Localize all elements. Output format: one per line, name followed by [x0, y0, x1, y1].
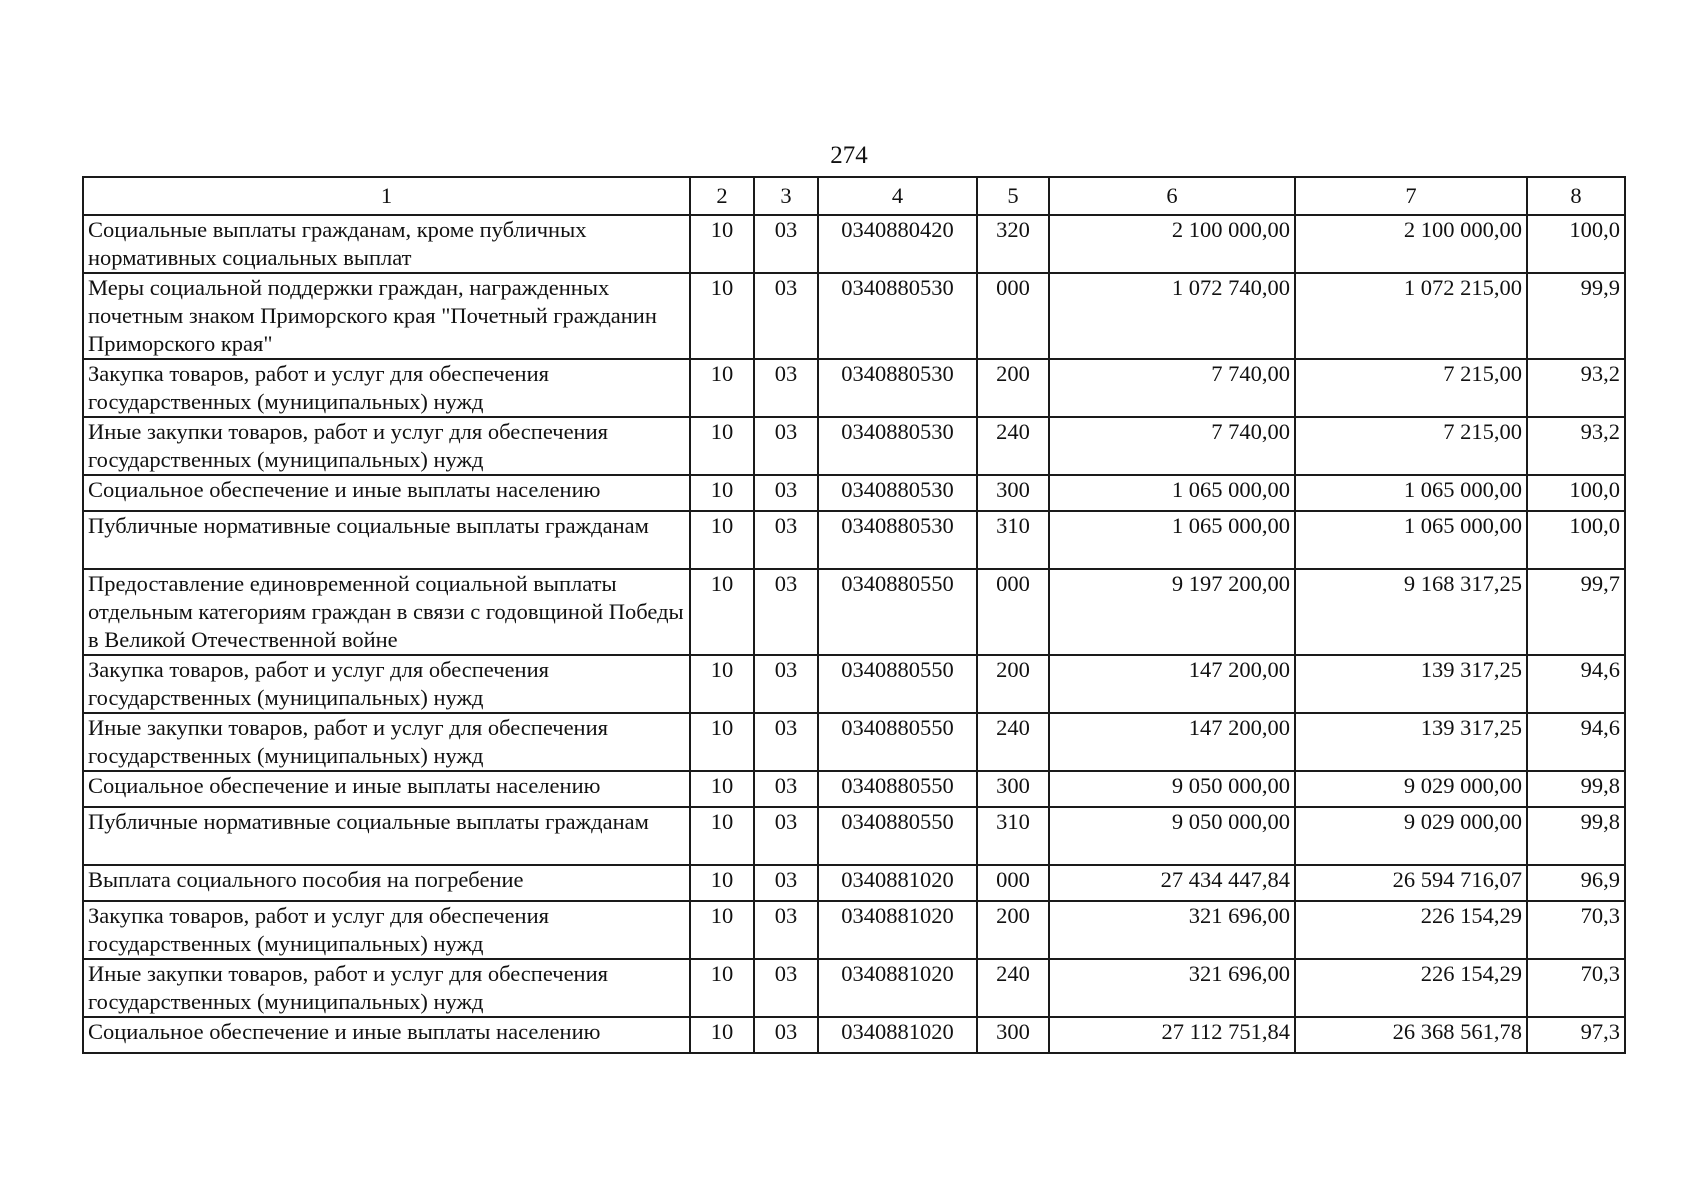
row-name-cell: Предоставление единовременной социальной выплаты отдельным категориям граждан в связи с годовщиной Победы в Великой Отечественной войне — [83, 569, 690, 655]
expense-type-cell: 240 — [977, 959, 1049, 1017]
section-code-cell: 10 — [690, 771, 754, 807]
budget-table — [82, 176, 1626, 1054]
table-row — [83, 1017, 1625, 1053]
table-body — [83, 215, 1625, 1053]
row-name-cell: Социальное обеспечение и иные выплаты населению — [83, 771, 690, 807]
executed-amount-cell: 1 065 000,00 — [1295, 511, 1527, 569]
percent-cell: 94,6 — [1527, 713, 1625, 771]
column-header: 2 — [690, 177, 754, 215]
percent-cell: 100,0 — [1527, 475, 1625, 511]
planned-amount-cell: 7 740,00 — [1049, 417, 1295, 475]
column-header: 7 — [1295, 177, 1527, 215]
expense-type-cell: 300 — [977, 1017, 1049, 1053]
subsection-code-cell: 03 — [754, 215, 818, 273]
subsection-code-cell: 03 — [754, 771, 818, 807]
subsection-code-cell: 03 — [754, 273, 818, 359]
expense-type-cell: 000 — [977, 569, 1049, 655]
column-header: 5 — [977, 177, 1049, 215]
target-article-cell: 0340881020 — [818, 901, 977, 959]
column-header: 8 — [1527, 177, 1625, 215]
section-code-cell: 10 — [690, 359, 754, 417]
page-number: 274 — [830, 142, 868, 169]
percent-cell: 100,0 — [1527, 511, 1625, 569]
subsection-code-cell: 03 — [754, 655, 818, 713]
section-code-cell: 10 — [690, 215, 754, 273]
expense-type-cell: 240 — [977, 417, 1049, 475]
section-code-cell: 10 — [690, 713, 754, 771]
executed-amount-cell: 26 368 561,78 — [1295, 1017, 1527, 1053]
expense-type-cell: 300 — [977, 771, 1049, 807]
column-header: 6 — [1049, 177, 1295, 215]
subsection-code-cell: 03 — [754, 901, 818, 959]
executed-amount-cell: 9 168 317,25 — [1295, 569, 1527, 655]
expense-type-cell: 300 — [977, 475, 1049, 511]
row-name-cell: Иные закупки товаров, работ и услуг для обеспечения государственных (муниципальных) нужд — [83, 417, 690, 475]
table-row — [83, 655, 1625, 713]
expense-type-cell: 320 — [977, 215, 1049, 273]
section-code-cell: 10 — [690, 417, 754, 475]
section-code-cell: 10 — [690, 511, 754, 569]
target-article-cell: 0340880550 — [818, 807, 977, 865]
planned-amount-cell: 147 200,00 — [1049, 655, 1295, 713]
column-number-row — [83, 177, 1625, 215]
percent-cell: 70,3 — [1527, 959, 1625, 1017]
row-name-cell: Социальные выплаты гражданам, кроме публичных нормативных социальных выплат — [83, 215, 690, 273]
expense-type-cell: 240 — [977, 713, 1049, 771]
planned-amount-cell: 1 065 000,00 — [1049, 475, 1295, 511]
percent-cell: 99,8 — [1527, 771, 1625, 807]
subsection-code-cell: 03 — [754, 1017, 818, 1053]
row-name-cell: Закупка товаров, работ и услуг для обеспечения государственных (муниципальных) нужд — [83, 655, 690, 713]
percent-cell: 70,3 — [1527, 901, 1625, 959]
table-row — [83, 713, 1625, 771]
section-code-cell: 10 — [690, 569, 754, 655]
expense-type-cell: 310 — [977, 807, 1049, 865]
row-name-cell: Меры социальной поддержки граждан, награжденных почетным знаком Приморского края "Почетный гражданин Приморского края" — [83, 273, 690, 359]
subsection-code-cell: 03 — [754, 865, 818, 901]
row-name-cell: Публичные нормативные социальные выплаты гражданам — [83, 807, 690, 865]
executed-amount-cell: 9 029 000,00 — [1295, 807, 1527, 865]
table-row — [83, 771, 1625, 807]
executed-amount-cell: 2 100 000,00 — [1295, 215, 1527, 273]
row-name-cell: Иные закупки товаров, работ и услуг для обеспечения государственных (муниципальных) нужд — [83, 713, 690, 771]
percent-cell: 100,0 — [1527, 215, 1625, 273]
target-article-cell: 0340881020 — [818, 1017, 977, 1053]
planned-amount-cell: 9 050 000,00 — [1049, 771, 1295, 807]
executed-amount-cell: 226 154,29 — [1295, 959, 1527, 1017]
executed-amount-cell: 226 154,29 — [1295, 901, 1527, 959]
table-row — [83, 569, 1625, 655]
target-article-cell: 0340880530 — [818, 273, 977, 359]
planned-amount-cell: 7 740,00 — [1049, 359, 1295, 417]
planned-amount-cell: 27 434 447,84 — [1049, 865, 1295, 901]
table-row — [83, 475, 1625, 511]
percent-cell: 99,7 — [1527, 569, 1625, 655]
expense-type-cell: 200 — [977, 655, 1049, 713]
planned-amount-cell: 1 072 740,00 — [1049, 273, 1295, 359]
target-article-cell: 0340881020 — [818, 959, 977, 1017]
target-article-cell: 0340880550 — [818, 655, 977, 713]
percent-cell: 93,2 — [1527, 417, 1625, 475]
section-code-cell: 10 — [690, 475, 754, 511]
section-code-cell: 10 — [690, 959, 754, 1017]
table-row — [83, 359, 1625, 417]
target-article-cell: 0340880550 — [818, 771, 977, 807]
executed-amount-cell: 139 317,25 — [1295, 655, 1527, 713]
planned-amount-cell: 1 065 000,00 — [1049, 511, 1295, 569]
planned-amount-cell: 147 200,00 — [1049, 713, 1295, 771]
row-name-cell: Иные закупки товаров, работ и услуг для обеспечения государственных (муниципальных) нужд — [83, 959, 690, 1017]
subsection-code-cell: 03 — [754, 359, 818, 417]
row-name-cell: Публичные нормативные социальные выплаты гражданам — [83, 511, 690, 569]
column-header: 4 — [818, 177, 977, 215]
table-row — [83, 417, 1625, 475]
section-code-cell: 10 — [690, 273, 754, 359]
planned-amount-cell: 2 100 000,00 — [1049, 215, 1295, 273]
percent-cell: 99,9 — [1527, 273, 1625, 359]
row-name-cell: Закупка товаров, работ и услуг для обеспечения государственных (муниципальных) нужд — [83, 359, 690, 417]
expense-type-cell: 310 — [977, 511, 1049, 569]
section-code-cell: 10 — [690, 655, 754, 713]
section-code-cell: 10 — [690, 1017, 754, 1053]
subsection-code-cell: 03 — [754, 417, 818, 475]
expense-type-cell: 000 — [977, 865, 1049, 901]
subsection-code-cell: 03 — [754, 959, 818, 1017]
section-code-cell: 10 — [690, 807, 754, 865]
executed-amount-cell: 1 065 000,00 — [1295, 475, 1527, 511]
expense-type-cell: 200 — [977, 901, 1049, 959]
subsection-code-cell: 03 — [754, 569, 818, 655]
table-row — [83, 959, 1625, 1017]
subsection-code-cell: 03 — [754, 511, 818, 569]
row-name-cell: Социальное обеспечение и иные выплаты населению — [83, 1017, 690, 1053]
expense-type-cell: 000 — [977, 273, 1049, 359]
column-header: 3 — [754, 177, 818, 215]
executed-amount-cell: 139 317,25 — [1295, 713, 1527, 771]
target-article-cell: 0340881020 — [818, 865, 977, 901]
planned-amount-cell: 321 696,00 — [1049, 901, 1295, 959]
planned-amount-cell: 27 112 751,84 — [1049, 1017, 1295, 1053]
planned-amount-cell: 321 696,00 — [1049, 959, 1295, 1017]
planned-amount-cell: 9 050 000,00 — [1049, 807, 1295, 865]
row-name-cell: Закупка товаров, работ и услуг для обеспечения государственных (муниципальных) нужд — [83, 901, 690, 959]
target-article-cell: 0340880550 — [818, 569, 977, 655]
percent-cell: 96,9 — [1527, 865, 1625, 901]
table-row — [83, 865, 1625, 901]
planned-amount-cell: 9 197 200,00 — [1049, 569, 1295, 655]
table-row — [83, 901, 1625, 959]
table-row — [83, 273, 1625, 359]
expense-type-cell: 200 — [977, 359, 1049, 417]
percent-cell: 94,6 — [1527, 655, 1625, 713]
section-code-cell: 10 — [690, 865, 754, 901]
target-article-cell: 0340880530 — [818, 475, 977, 511]
row-name-cell: Выплата социального пособия на погребение — [83, 865, 690, 901]
executed-amount-cell: 7 215,00 — [1295, 417, 1527, 475]
target-article-cell: 0340880530 — [818, 417, 977, 475]
executed-amount-cell: 26 594 716,07 — [1295, 865, 1527, 901]
executed-amount-cell: 1 072 215,00 — [1295, 273, 1527, 359]
executed-amount-cell: 7 215,00 — [1295, 359, 1527, 417]
target-article-cell: 0340880420 — [818, 215, 977, 273]
subsection-code-cell: 03 — [754, 807, 818, 865]
table-row — [83, 807, 1625, 865]
target-article-cell: 0340880550 — [818, 713, 977, 771]
subsection-code-cell: 03 — [754, 475, 818, 511]
row-name-cell: Социальное обеспечение и иные выплаты населению — [83, 475, 690, 511]
target-article-cell: 0340880530 — [818, 511, 977, 569]
subsection-code-cell: 03 — [754, 713, 818, 771]
table-row — [83, 215, 1625, 273]
table-row — [83, 511, 1625, 569]
executed-amount-cell: 9 029 000,00 — [1295, 771, 1527, 807]
column-header: 1 — [83, 177, 690, 215]
percent-cell: 99,8 — [1527, 807, 1625, 865]
percent-cell: 97,3 — [1527, 1017, 1625, 1053]
section-code-cell: 10 — [690, 901, 754, 959]
target-article-cell: 0340880530 — [818, 359, 977, 417]
percent-cell: 93,2 — [1527, 359, 1625, 417]
